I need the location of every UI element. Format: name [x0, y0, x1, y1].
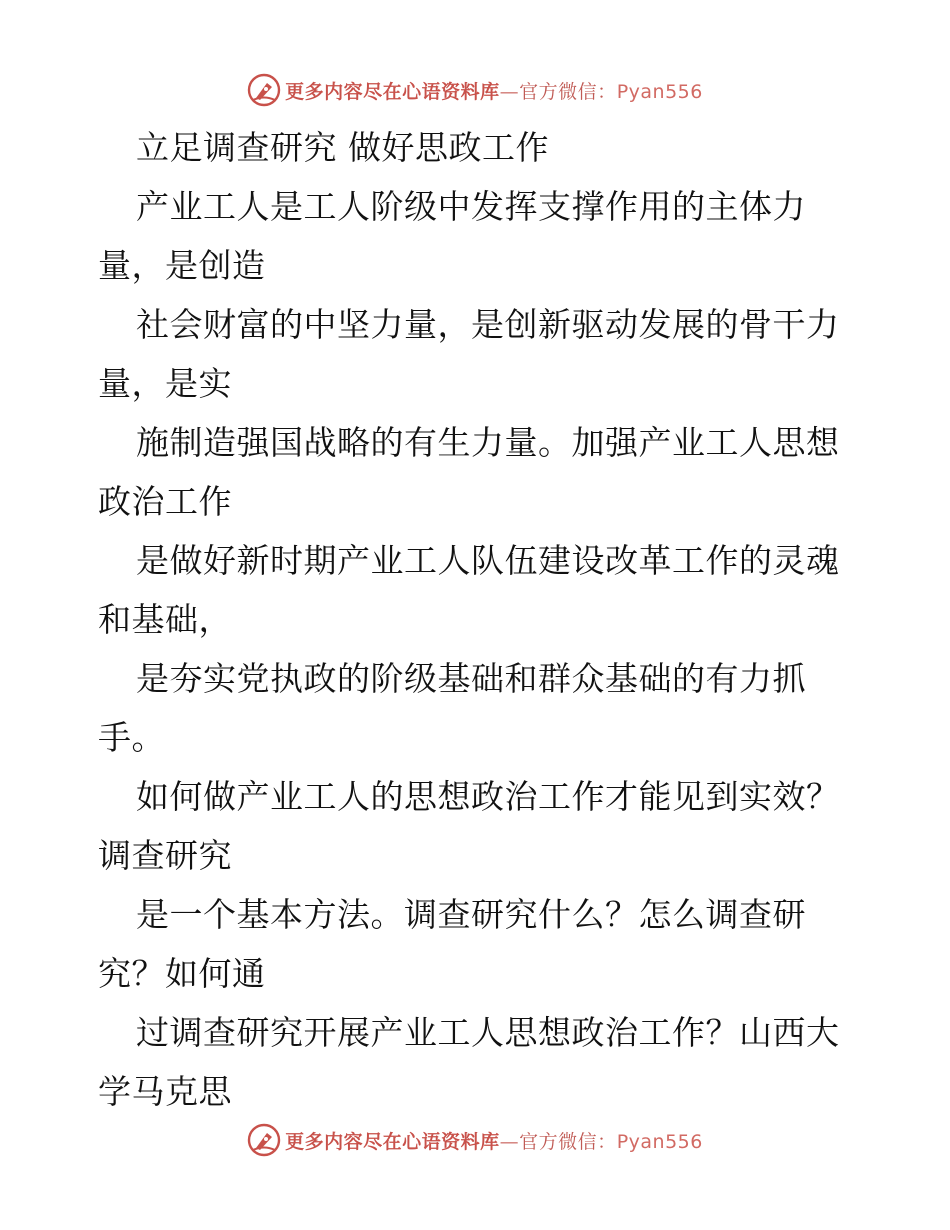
watermark-main-text: 更多内容尽在心语资料库 — [285, 1130, 500, 1153]
text-line: 社会财富的中坚力量，是创新驱动发展的骨干力 — [136, 305, 840, 344]
text-line: 是一个基本方法。调查研究什么？怎么调查研 — [136, 895, 806, 934]
text-line: 量，是实 — [98, 364, 232, 403]
text-line: 学马克思 — [98, 1072, 232, 1111]
text-line: 过调查研究开展产业工人思想政治工作？山西大 — [136, 1013, 840, 1052]
watermark-separator: — — [499, 1130, 520, 1153]
text-line: 和基础， — [98, 600, 232, 639]
text-line: 产业工人是工人阶级中发挥支撑作用的主体力 — [136, 187, 806, 226]
text-line: 究？如何通 — [98, 954, 266, 993]
text-line: 如何做产业工人的思想政治工作才能见到实效？ — [136, 777, 840, 816]
text-line: 是做好新时期产业工人队伍建设改革工作的灵魂 — [136, 541, 840, 580]
watermark-main-text: 更多内容尽在心语资料库 — [285, 80, 500, 103]
text-line: 量，是创造 — [98, 246, 266, 285]
text-line: 手。 — [98, 718, 165, 757]
watermark-separator: — — [499, 80, 520, 103]
watermark-account: Pyan556 — [616, 1130, 703, 1153]
document-body — [98, 118, 858, 1121]
watermark-label: 官方微信： — [519, 1130, 617, 1153]
text-line: 政治工作 — [98, 482, 232, 521]
footer-watermark — [0, 1118, 950, 1162]
text-line: 立足调查研究 做好思政工作 — [136, 128, 549, 167]
watermark-account: Pyan556 — [616, 80, 703, 103]
watermark-label: 官方微信： — [519, 80, 617, 103]
header-watermark — [0, 68, 950, 112]
pen-nib-circle-icon — [247, 73, 281, 107]
text-line: 是夯实党执政的阶级基础和群众基础的有力抓 — [136, 659, 806, 698]
text-line: 施制造强国战略的有生力量。加强产业工人思想 — [136, 423, 840, 462]
text-line: 调查研究 — [98, 836, 232, 875]
pen-nib-circle-icon — [247, 1123, 281, 1157]
